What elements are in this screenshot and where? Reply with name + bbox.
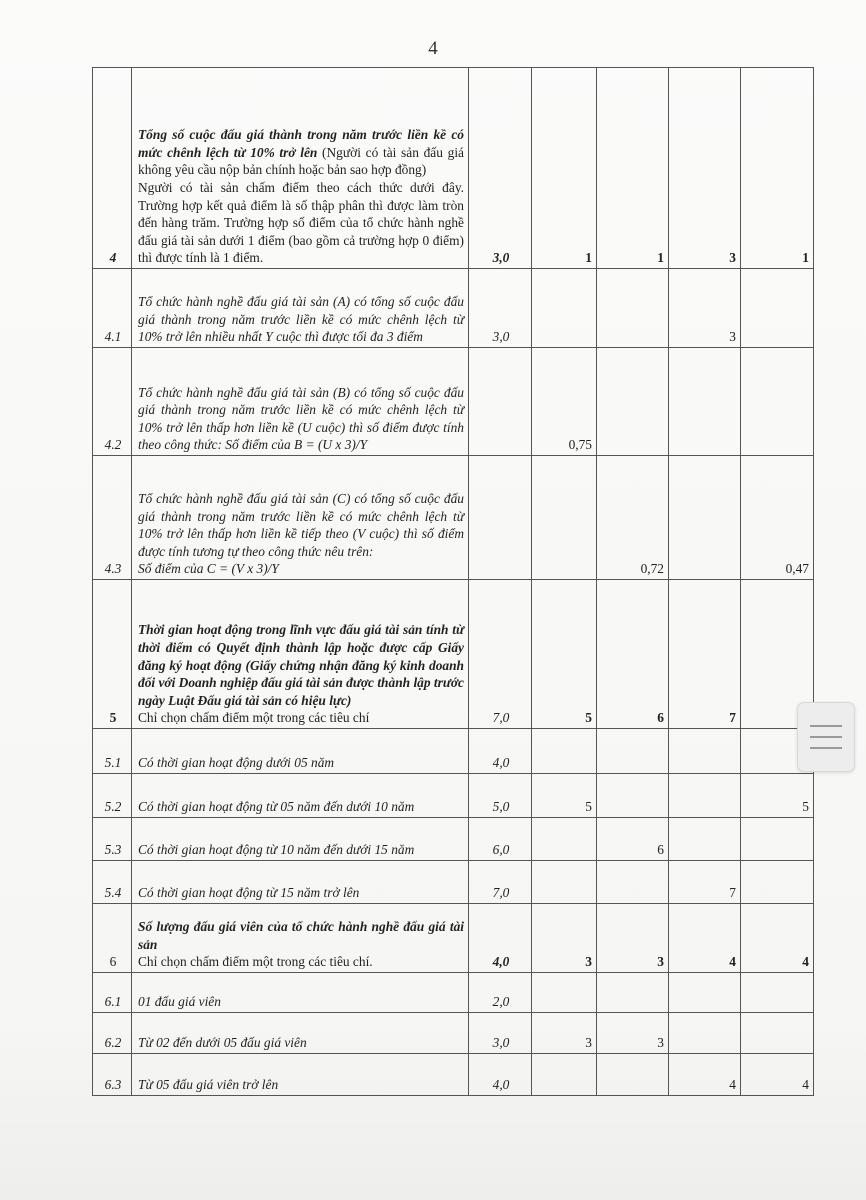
page-number: 4 [428, 38, 438, 59]
score-cell: 3 [532, 904, 597, 973]
row-number: 6.3 [93, 1054, 132, 1096]
row-number: 6.1 [93, 973, 132, 1013]
score-cell: 5 [532, 774, 597, 818]
score-cell [741, 973, 814, 1013]
score-cell [669, 818, 741, 861]
max-score: 2,0 [469, 973, 532, 1013]
row-number: 5.1 [93, 729, 132, 774]
criterion-instructions: Người có tài sản chấm điểm theo cách thức dưới đây. Trường hợp kết quả điểm là số thập phân thì được làm tròn đến hàng trăm. Trường hợp số điểm của tổ chức hành nghề đấu giá tài sản dưới 1 điểm (bao gồm cả trường hợp 0 điểm) thì được tính là 1 điểm. [138, 180, 464, 266]
criterion-description: Có thời gian hoạt động dưới 05 năm [132, 729, 469, 774]
score-cell: 1 [532, 68, 597, 269]
score-cell [597, 348, 669, 456]
score-cell [532, 973, 597, 1013]
score-cell [741, 1013, 814, 1054]
score-cell: 0,47 [741, 456, 814, 580]
max-score: 3,0 [469, 1013, 532, 1054]
table-row-6 [93, 904, 814, 973]
score-cell [669, 774, 741, 818]
criterion-title: Tổng số cuộc đấu giá thành trong năm trước liền kề có mức chênh lệch từ 10% trở lên [138, 127, 464, 160]
table-row-6-2 [93, 1013, 814, 1054]
score-cell [741, 861, 814, 904]
max-score: 4,0 [469, 729, 532, 774]
floating-menu-button[interactable] [797, 702, 855, 772]
max-score: 7,0 [469, 861, 532, 904]
criterion-text: Tổ chức hành nghề đấu giá tài sản (C) có tổng số cuộc đấu giá thành trong năm trước liền kề có mức chênh lệch từ 10% trở lên thấp hơn liền kề tiếp theo (V cuộc) thì số điểm được tính tương tự theo công thức nêu trên: [138, 491, 464, 559]
criterion-description: 01 đấu giá viên [132, 973, 469, 1013]
score-cell [597, 269, 669, 348]
score-cell [669, 456, 741, 580]
score-cell: 4 [741, 1054, 814, 1096]
table-row-6-3 [93, 1054, 814, 1096]
score-cell [597, 973, 669, 1013]
score-cell [532, 456, 597, 580]
criterion-description: Có thời gian hoạt động từ 05 năm đến dưới 10 năm [132, 774, 469, 818]
max-score: 3,0 [469, 269, 532, 348]
score-cell: 6 [597, 818, 669, 861]
score-cell: 3 [597, 904, 669, 973]
max-score: 5,0 [469, 774, 532, 818]
max-score: 4,0 [469, 1054, 532, 1096]
max-score: 3,0 [469, 68, 532, 269]
table-row-5-4 [93, 861, 814, 904]
table-row-5 [93, 580, 814, 729]
criterion-instructions: Chỉ chọn chấm điểm một trong các tiêu chí. [138, 954, 373, 970]
table-row-5-1 [93, 729, 814, 774]
max-score: 4,0 [469, 904, 532, 973]
criterion-description [132, 904, 469, 973]
score-cell: 4 [669, 1054, 741, 1096]
score-cell: 3 [669, 68, 741, 269]
criterion-description: Tổ chức hành nghề đấu giá tài sản (B) có tổng số cuộc đấu giá thành trong năm trước liền kề có mức chênh lệch từ 10% trở lên thấp hơn liền kề (U cuộc) thì số điểm được tính theo công thức: Số điểm của B = (U x 3)/Y [132, 348, 469, 456]
score-cell: 5 [741, 774, 814, 818]
max-score [469, 456, 532, 580]
score-cell [669, 973, 741, 1013]
score-cell [597, 861, 669, 904]
score-cell [741, 348, 814, 456]
row-number: 6.2 [93, 1013, 132, 1054]
score-cell [597, 1054, 669, 1096]
score-cell [597, 774, 669, 818]
criterion-title: Số lượng đấu giá viên của tổ chức hành nghề đấu giá tài sản [138, 919, 464, 952]
row-number: 5.4 [93, 861, 132, 904]
score-cell [741, 269, 814, 348]
table-row-4 [93, 68, 814, 269]
row-number: 5.2 [93, 774, 132, 818]
max-score: 6,0 [469, 818, 532, 861]
score-cell [532, 818, 597, 861]
row-number: 4.1 [93, 269, 132, 348]
score-cell: 6 [597, 580, 669, 729]
row-number: 4.3 [93, 456, 132, 580]
criterion-note: (Người có tài sản đấu giá không yêu cầu nộp bản chính hoặc bản sao hợp đồng) [138, 144, 464, 178]
criterion-title: Thời gian hoạt động trong lĩnh vực đấu giá tài sản tính từ thời điểm có Quyết định thành lập hoặc được cấp Giấy đăng ký hoạt động (Giấy chứng nhận đăng ký kinh doanh đối với Doanh nghiệp đấu giá tài sản được thành lập trước ngày Luật Đấu giá tài sản có hiệu lực) [138, 622, 464, 708]
score-cell [597, 729, 669, 774]
score-cell: 4 [741, 904, 814, 973]
score-cell [532, 729, 597, 774]
table-row-5-3 [93, 818, 814, 861]
score-cell [669, 1013, 741, 1054]
score-cell: 1 [597, 68, 669, 269]
score-cell: 7 [669, 861, 741, 904]
score-cell: 0,75 [532, 348, 597, 456]
row-number: 5 [93, 580, 132, 729]
row-number: 4.2 [93, 348, 132, 456]
row-number: 4 [93, 68, 132, 269]
table-row-4-3 [93, 456, 814, 580]
score-cell: 4 [669, 904, 741, 973]
criterion-description: Tổ chức hành nghề đấu giá tài sản (A) có tổng số cuộc đấu giá thành trong năm trước liền kề có mức chênh lệch từ 10% trở lên nhiều nhất Y cuộc thì được tối đa 3 điểm [132, 269, 469, 348]
row-number: 5.3 [93, 818, 132, 861]
row-number: 6 [93, 904, 132, 973]
criterion-formula: Số điểm của C = (V x 3)/Y [138, 561, 279, 577]
criterion-description [132, 580, 469, 729]
scoring-table [92, 67, 814, 1096]
score-cell: 1 [741, 68, 814, 269]
score-cell: 3 [669, 269, 741, 348]
criterion-description [132, 456, 469, 580]
score-cell [741, 818, 814, 861]
score-cell [532, 1054, 597, 1096]
table-row-5-2 [93, 774, 814, 818]
score-cell [669, 729, 741, 774]
max-score: 7,0 [469, 580, 532, 729]
score-cell: 3 [597, 1013, 669, 1054]
score-cell [532, 861, 597, 904]
table-row-6-1 [93, 973, 814, 1013]
score-cell: 3 [532, 1013, 597, 1054]
criterion-description: Từ 02 đến dưới 05 đấu giá viên [132, 1013, 469, 1054]
max-score [469, 348, 532, 456]
score-cell [532, 269, 597, 348]
criterion-description [132, 68, 469, 269]
score-cell: 7 [669, 580, 741, 729]
criterion-instructions: Chỉ chọn chấm điểm một trong các tiêu chí [138, 710, 370, 726]
score-cell: 0,72 [597, 456, 669, 580]
score-cell [669, 348, 741, 456]
table-row-4-2 [93, 348, 814, 456]
criterion-description: Có thời gian hoạt động từ 15 năm trở lên [132, 861, 469, 904]
table-row-4-1 [93, 269, 814, 348]
score-cell: 5 [532, 580, 597, 729]
criterion-description: Từ 05 đấu giá viên trở lên [132, 1054, 469, 1096]
criterion-description: Có thời gian hoạt động từ 10 năm đến dưới 15 năm [132, 818, 469, 861]
